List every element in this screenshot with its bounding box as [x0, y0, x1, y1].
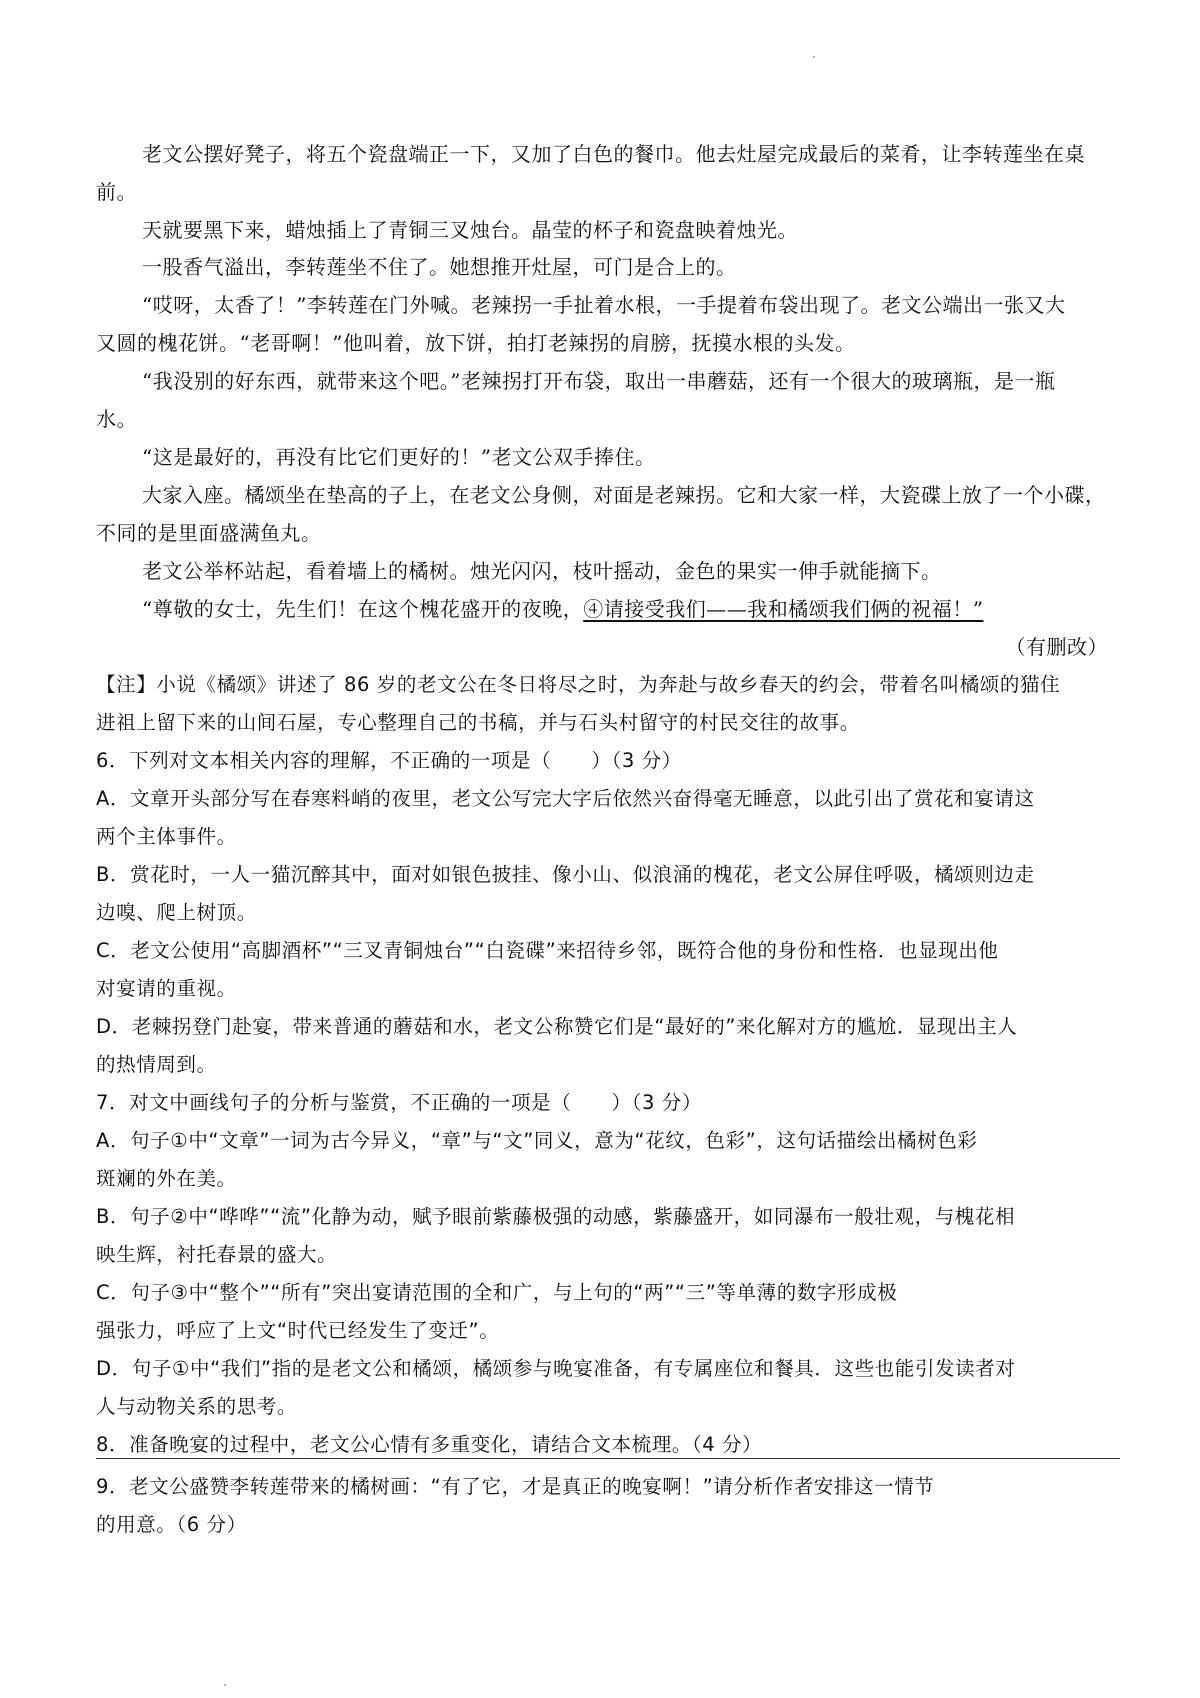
- story-paragraph-2: 天就要黑下来，蜡烛插上了青铜三叉烛台。晶莹的杯子和瓷盘映着烛光。: [142, 218, 798, 242]
- scan-speck: [813, 56, 815, 58]
- question-7-option-c: C．句子③中“整个”“所有”突出宴请范围的全和广，与上句的“两”“三”等单薄的数字形成极: [96, 1281, 898, 1304]
- question-7-option-d: D．句子①中“我们”指的是老文公和橘颂，橘颂参与晚宴准备，有专属座位和餐具．这些也能引发读者对: [96, 1357, 1016, 1380]
- answer-line[interactable]: [96, 1458, 1120, 1459]
- footnote: 【注】小说《橘颂》讲述了 86 岁的老文公在冬日将尽之时，为奔赴与故乡春天的约会，带着名叫橘颂的猫住: [96, 673, 1061, 696]
- question-7-option-a-cont: 斑斓的外在美。: [96, 1167, 237, 1190]
- question-6-option-b: B．赏花时，一人一猫沉醉其中，面对如银色披挂、像小山、似浪涌的槐花，老文公屏住呼吸，橘颂则边走: [96, 863, 1035, 886]
- source-note: （有删改）: [1005, 635, 1108, 659]
- story-paragraph-1-cont: 前。: [96, 180, 137, 204]
- question-9-stem-cont: 的用意。（6 分）: [96, 1513, 247, 1536]
- question-9-stem: 9．老文公盛赞李转莲带来的橘树画：“有了它，才是真正的晚宴啊！”请分析作者安排这一情节: [96, 1475, 935, 1498]
- question-6-option-b-cont: 边嗅、爬上树顶。: [96, 901, 257, 924]
- story-paragraph-3: 一股香气溢出，李转莲坐不住了。她想推开灶屋，可门是合上的。: [142, 255, 737, 279]
- story-paragraph-7: 大家入座。橘颂坐在垫高的子上，在老文公身侧，对面是老辣拐。它和大家一样，大瓷碟上放了一个小碟，: [142, 483, 1106, 507]
- question-7-option-d-cont: 人与动物关系的思考。: [96, 1395, 298, 1418]
- question-7-option-b-cont: 映生辉，衬托春景的盛大。: [96, 1243, 338, 1266]
- story-paragraph-4: “哎呀，太香了！”李转莲在门外喊。老辣拐一手扯着水根，一手提着布袋出现了。老文公端出一张又大: [142, 293, 1066, 317]
- question-6-option-d-cont: 的热情周到。: [96, 1053, 217, 1076]
- story-paragraph-9-text: “尊敬的女士，先生们！在这个槐花盛开的夜晚，: [142, 597, 584, 621]
- underlined-sentence-4: ④请接受我们——我和橘颂我们俩的祝福！”: [583, 597, 984, 621]
- story-paragraph-9: [142, 591, 1120, 627]
- question-6-option-a-cont: 两个主体事件。: [96, 825, 237, 848]
- question-8-stem: 8．准备晚宴的过程中，老文公心情有多重变化，请结合文本梳理。（4 分）: [96, 1433, 763, 1456]
- question-6-option-d: D．老棘拐登门赴宴，带来普通的蘑菇和水，老文公称赞它们是“最好的”来化解对方的尴尬．显现出主人: [96, 1015, 1018, 1038]
- question-6-stem: 6．下列对文本相关内容的理解，不正确的一项是（ ）（3 分）: [96, 749, 682, 772]
- question-6-option-c-cont: 对宴请的重视。: [96, 977, 237, 1000]
- question-7-option-c-cont: 强张力，呼应了上文“时代已经发生了变迁”。: [96, 1319, 500, 1342]
- story-paragraph-4-cont: 又圆的槐花饼。“老哥啊！”他叫着，放下饼，拍打老辣拐的肩膀，抚摸水根的头发。: [96, 331, 856, 355]
- story-paragraph-5-cont: 水。: [96, 407, 137, 431]
- question-7-option-b: B．句子②中“哗哗”“流”化静为动，赋予眼前紫藤极强的动感，紫藤盛开，如同瀑布一般壮观，与槐花相: [96, 1205, 1016, 1228]
- scan-speck: [224, 1684, 226, 1686]
- story-paragraph-8: 老文公举杯站起，看着墙上的橘树。烛光闪闪，枝叶摇动，金色的果实一伸手就能摘下。: [142, 559, 942, 583]
- story-paragraph-5: “我没别的好东西，就带来这个吧。”老辣拐打开布袋，取出一串蘑菇，还有一个很大的玻璃瓶，是一瓶: [142, 369, 1056, 393]
- question-7-stem: 7．对文中画线句子的分析与鉴赏，不正确的一项是（ ）（3 分）: [96, 1091, 702, 1114]
- question-6-option-a: A．文章开头部分写在春寒料峭的夜里，老文公写完大字后依然兴奋得毫无睡意，以此引出了赏花和宴请这: [96, 787, 1035, 810]
- question-6-option-c: C．老文公使用“高脚酒杯”“三叉青铜烛台”“白瓷碟”来招待乡邻，既符合他的身份和性格．也显现出他: [96, 939, 999, 962]
- question-7-option-a: A．句子①中“文章”一词为古今异义，“章”与“文”同义，意为“花纹，色彩”，这句话描绘出橘树色彩: [96, 1129, 978, 1152]
- story-paragraph-1: 老文公摆好凳子，将五个瓷盘端正一下，又加了白色的餐巾。他去灶屋完成最后的菜肴，让李转莲坐在桌: [142, 142, 1085, 166]
- story-paragraph-7-cont: 不同的是里面盛满鱼丸。: [96, 521, 322, 545]
- story-paragraph-6: “这是最好的，再没有比它们更好的！”老文公双手捧住。: [142, 445, 656, 469]
- footnote-cont: 进祖上留下来的山间石屋，专心整理自己的书稿，并与石头村留守的村民交往的故事。: [96, 711, 860, 734]
